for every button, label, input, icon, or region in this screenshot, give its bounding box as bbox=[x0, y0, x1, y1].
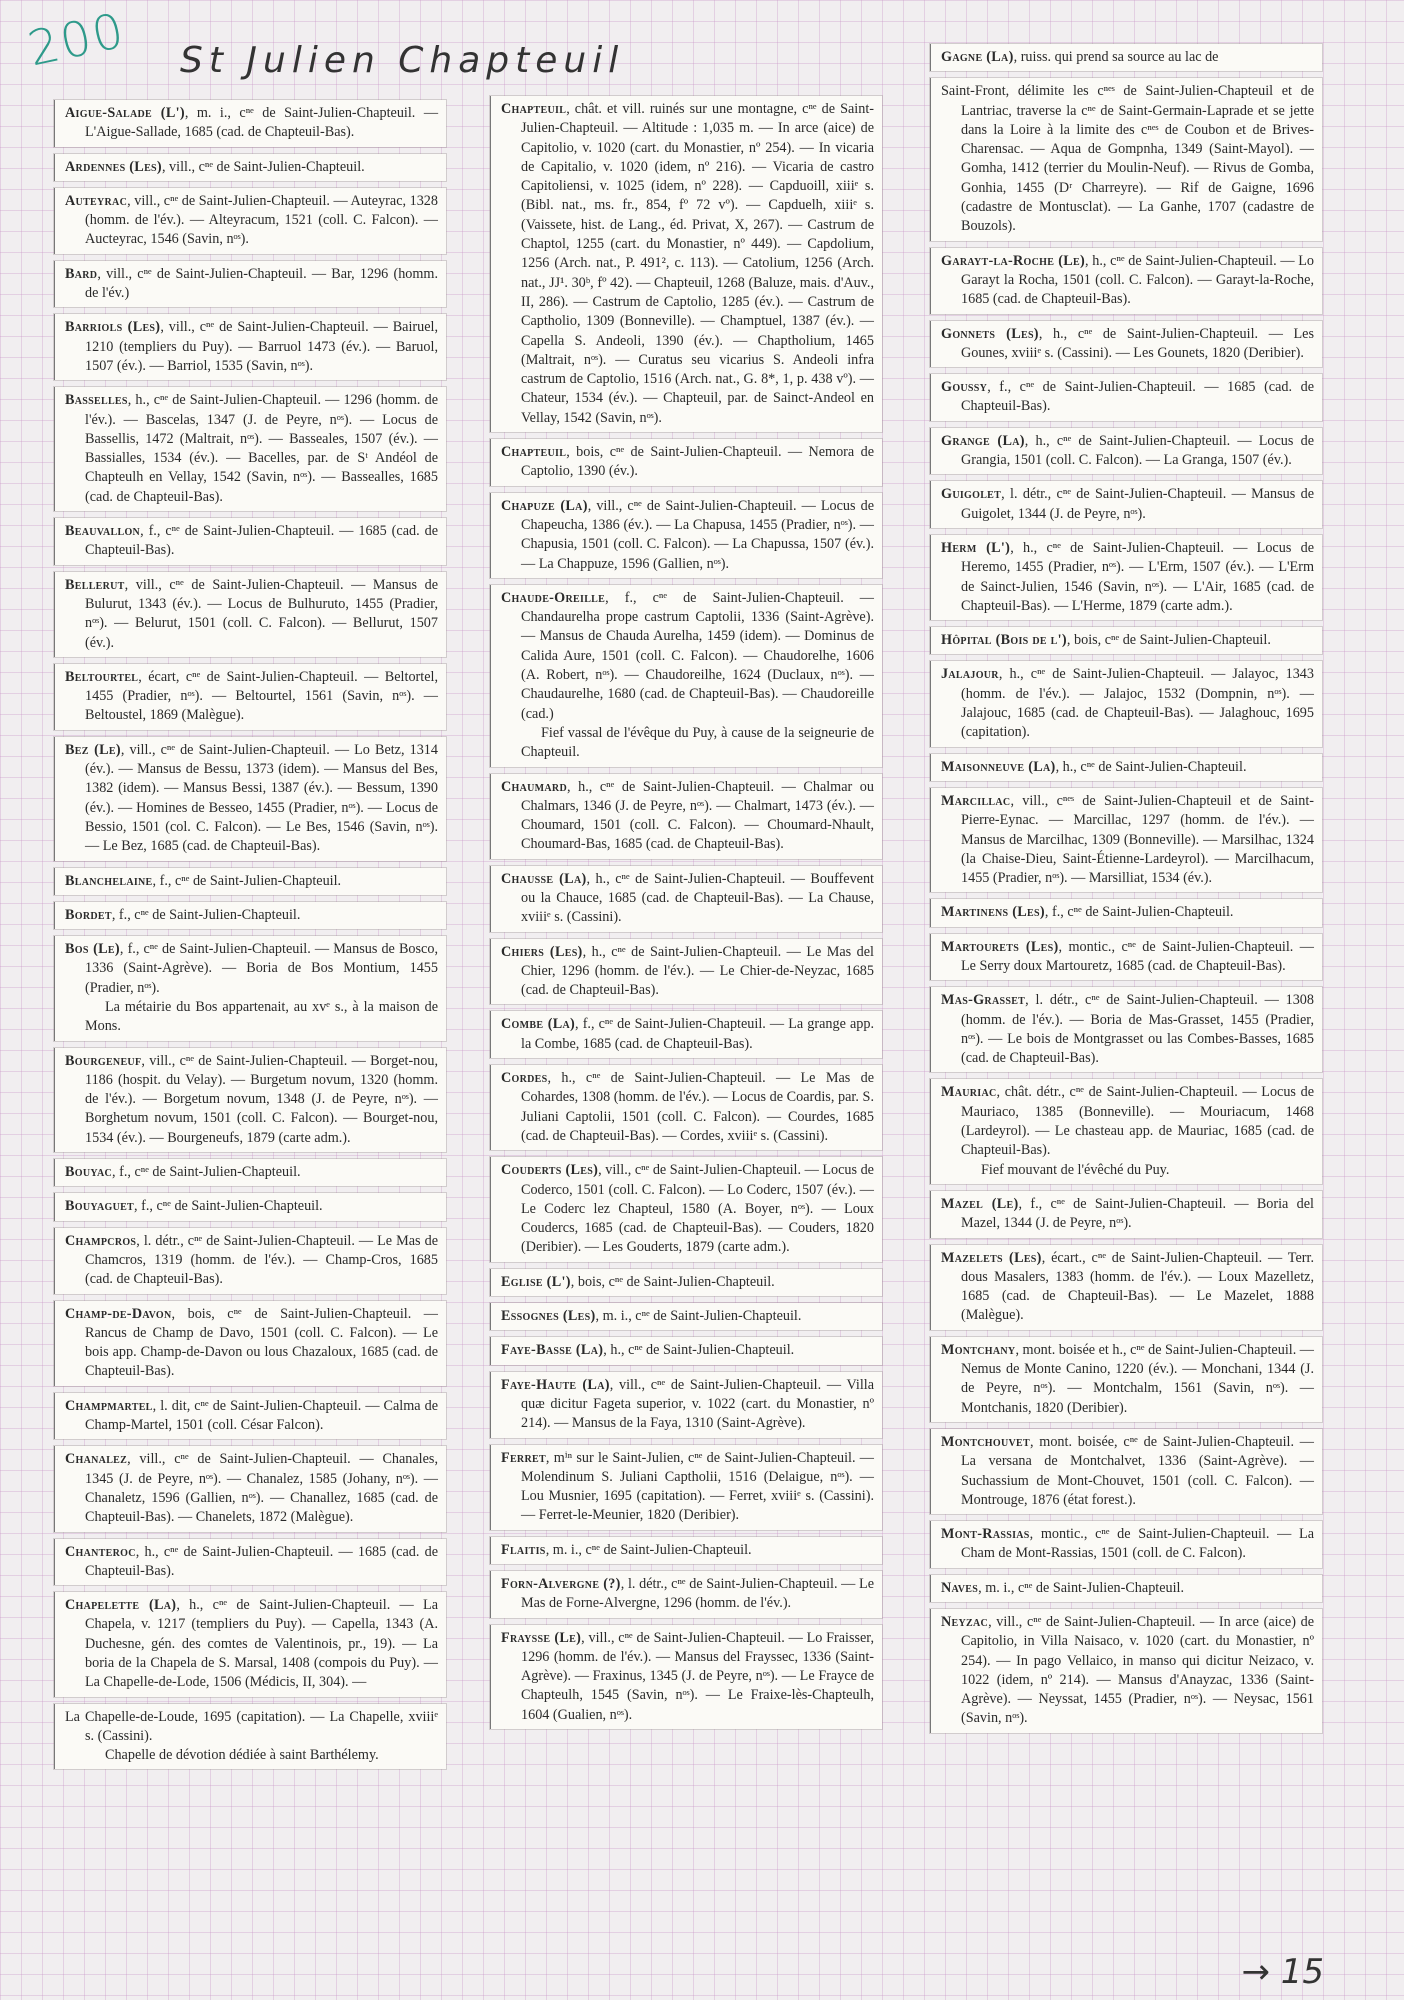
entry-text bbox=[941, 325, 1314, 364]
entry-body: , l. détr., cⁿᵉ de Saint-Julien-Chapteuil. — 1308 (homm. de l'év.). — Boria de Mas-Grasset, 1455 (Pradier, nᵒˢ). — Le bois de Montgrasset ou las Combes-Basses, 1685 (cad. de Chapteuil-Bas). bbox=[961, 992, 1314, 1067]
entry-headword: Basselles bbox=[65, 392, 128, 409]
entry-body: , h., cⁿᵉ de Saint-Julien-Chapteuil. — Le Mas de Cohardes, 1308 (homm. de l'év.). — Locus de Coardis, par. S. Juliani Captolii, 1501 (coll. C. Falcon). — Courdes, 1685 (cad. de Chapteuil-Bas). — Cordes, xviiiᵉ s. (Cassini). bbox=[521, 1070, 874, 1144]
entry-body: , vill., cⁿᵉ de Saint-Julien-Chapteuil. — Borget-nou, 1186 (hospit. du Velay). — Burgetum novum, 1320 (homm. de l'év.). — Borgetum novum, 1348 (J. de Peyre, nᵒˢ). — Borghetum novum, 1501 (coll. C. Falcon). — Bourget-nou, 1534 (év.). — Bourgeneufs, 1879 (carte adm.). bbox=[85, 1052, 438, 1146]
dictionary-entry bbox=[930, 428, 1322, 475]
entry-text bbox=[941, 82, 1314, 236]
dictionary-entry bbox=[930, 1079, 1322, 1183]
entry-headword: Chiers (Les) bbox=[501, 943, 583, 960]
entry-body: , h., cⁿᵉ de Saint-Julien-Chapteuil. — Locus de Heremo, 1455 (Pradier, nᵒˢ). — L'Erm, 1507 (év.). — L'Erm de Sainct-Julien, 1546 (Savin, nᵒˢ). — L'Air, 1685 (cad. de Chapteuil-Bas). — L'Herme, 1879 (carte adm.). bbox=[961, 539, 1314, 614]
entry-text bbox=[65, 104, 438, 143]
dictionary-entry bbox=[930, 321, 1322, 368]
dictionary-entry bbox=[930, 661, 1322, 746]
entry-headword: Faye-Haute (La) bbox=[501, 1376, 610, 1393]
dictionary-entry bbox=[490, 1625, 882, 1729]
entry-body: , f., cⁿᵉ de Saint-Julien-Chapteuil. bbox=[111, 906, 301, 923]
entry-headword: Faye-Basse (La) bbox=[501, 1342, 604, 1359]
entry-text bbox=[501, 1015, 874, 1054]
entry-text bbox=[501, 1376, 874, 1434]
dictionary-entry bbox=[490, 1303, 882, 1330]
entry-body: , vill., cⁿᵉ de Saint-Julien-Chapteuil. — Locus de Chapeucha, 1386 (év.). — La Chapusa, 1455 (Pradier, nᵒˢ). — Chapusia, 1501 (coll. C. Falcon). — La Chapussa, 1507 (év.). — La Chappuze, 1596 (Gallien, nᵒˢ). bbox=[521, 497, 874, 572]
entry-text bbox=[65, 522, 438, 561]
dictionary-entry bbox=[930, 987, 1322, 1072]
entry-text bbox=[941, 1341, 1314, 1418]
entry-text bbox=[65, 265, 438, 304]
entry-text bbox=[65, 1596, 438, 1692]
dictionary-entry bbox=[54, 902, 446, 929]
dictionary-entry bbox=[930, 535, 1322, 620]
entry-headword: Chanteroc bbox=[65, 1543, 136, 1560]
entry-body: , h., cⁿᵉ de Saint-Julien-Chapteuil. — Locus de Grangia, 1501 (coll. C. Falcon). — La Granga, 1507 (év.). bbox=[961, 432, 1314, 469]
entry-text bbox=[941, 48, 1314, 67]
entry-headword: Essognes (Les) bbox=[501, 1308, 596, 1325]
entry-headword: Flaitis bbox=[501, 1541, 546, 1558]
entry-headword: Bard bbox=[65, 265, 98, 282]
entry-body: , vill., cⁿᵉ de Saint-Julien-Chapteuil. bbox=[161, 158, 365, 175]
dictionary-entry bbox=[54, 387, 446, 511]
dictionary-entry bbox=[490, 1269, 882, 1296]
entry-body: , f., cⁿᵉ de Saint-Julien-Chapteuil. bbox=[152, 872, 342, 889]
entry-body: , écart., cⁿᵉ de Saint-Julien-Chapteuil. — Terr. dous Masalers, 1383 (homm. de l'év.). — Loux Mazelletz, 1685 (cad. de Chapteuil-Bas). — Le Mazelet, 1888 (Malègue). bbox=[961, 1249, 1314, 1324]
entry-headword: Chanalez bbox=[65, 1451, 128, 1468]
entry-body: , chât. et vill. ruinés sur une montagne, cⁿᵉ de Saint-Julien-Chapteuil. — Altitude : 1,035 m. — In arce (aice) de Capitolio, v. 1020 (cart. du Monastier, nº 254). — In vicaria de Capitalio, v. 1020 (idem, nº 216). — Vicaria de castro Capitoliensi, v. 1025 (idem, nº 228). — Capduoill, xiiiᵉ s. (Bibl. nat., ms. fr., 854, fº 72 vº). — Capduelh, xiiiᵉ s. (Vaissete, hist. de Lang., éd. Privat, X, 267). — Castrum de Chaptol, 1255 (cart. du Monastier, nº 449). — Capdolium, 1256 (Arch. nat., P. 491², c. 113). — Catolium, 1256 (Arch. nat., JJ¹. 30ᵇ, fº 42). — Chapteuil, 1268 (Baluze, mais. d'Auv., II, 286). — Castrum de Captolio, 1285 (év.). — Castrum de Captholio, 1309 (Bonneville). — Champtuel, 1387 (év.). — Capella S. Andeoli, 1390 (év.). — Chaptholium, 1465 (Maltrait, nᵒˢ). — Curatus seu vicarius S. Andeoli infra castrum de Captolio, 1516 (Arch. nat., G. 8*, 1, p. 438 vº). — Chateur, 1534 (év.). — Chapteuil, par. de Sainct-Andeol en Vellay, 1542 (Savin, nᵒˢ). bbox=[521, 101, 874, 426]
entry-headword: Montchany bbox=[941, 1341, 1016, 1358]
entry-body: , h., cⁿᵉ de Saint-Julien-Chapteuil. — La Chapela, v. 1217 (templiers du Puy). — Capella, 1343 (A. Duchesne, gén. des comtes de Valentinois, pr., 19). — La boria de la Chapela de S. Marsal, 1408 (compois du Puy). — La Chapelle-de-Lode, 1506 (Médicis, II, 304). — bbox=[85, 1597, 438, 1691]
entry-body: , f., cⁿᵉ de Saint-Julien-Chapteuil. — La grange app. la Combe, 1685 (cad. de Chapteuil-Bas). bbox=[521, 1016, 875, 1052]
entry-body: , écart, cⁿᵉ de Saint-Julien-Chapteuil. — Beltortel, 1455 (Pradier, nᵒˢ). — Beltourtel, 1561 (Savin, nᵒˢ). — Beltoustel, 1869 (Malègue). bbox=[85, 668, 438, 724]
dictionary-entry bbox=[490, 1065, 882, 1150]
column-middle bbox=[490, 96, 882, 1736]
entry-text bbox=[941, 792, 1314, 888]
entry-headword: Mauriac bbox=[941, 1084, 997, 1101]
dictionary-entry bbox=[54, 936, 446, 1040]
entry-headword: Bouyaguet bbox=[65, 1198, 135, 1215]
entry-headword: Chaumard bbox=[501, 778, 567, 795]
entry-body: , m. i., cⁿᵉ de Saint-Julien-Chapteuil. bbox=[978, 1579, 1185, 1596]
entry-headword: Martourets (Les) bbox=[941, 938, 1059, 955]
entry-text bbox=[941, 991, 1314, 1068]
entry-body: , bois, cⁿᵉ de Saint-Julien-Chapteuil. bbox=[570, 1273, 775, 1290]
entry-headword: Jalajour bbox=[941, 666, 999, 683]
entry-body: , l. détr., cⁿᵉ de Saint-Julien-Chapteuil. — Le Mas de Forne-Alvergne, 1296 (homm. de l'év.). bbox=[521, 1576, 874, 1612]
entry-text bbox=[65, 741, 438, 857]
entry-body: , l. dit, cⁿᵉ de Saint-Julien-Chapteuil. — Calma de Champ-Martel, 1501 (coll. César Falcon). bbox=[85, 1397, 438, 1434]
column-right bbox=[930, 44, 1322, 1740]
dictionary-entry bbox=[490, 1157, 882, 1261]
entry-headword: Maisonneuve (La) bbox=[941, 758, 1056, 775]
entry-headword: Garayt-la-Roche (Le) bbox=[941, 252, 1086, 269]
entry-headword: Chapteuil bbox=[501, 444, 567, 461]
entry-body: , m. i., cⁿᵉ de Saint-Julien-Chapteuil. — L'Aigue-Sallade, 1685 (cad. de Chapteuil-Bas). bbox=[85, 105, 439, 141]
entry-text bbox=[501, 1161, 874, 1257]
entry-text bbox=[501, 1575, 874, 1614]
entry-headword: Champmartel bbox=[65, 1397, 153, 1414]
entry-headword: Gonnets (Les) bbox=[941, 325, 1039, 342]
entry-headword: Mazelets (Les) bbox=[941, 1249, 1042, 1266]
entry-text bbox=[65, 1305, 438, 1382]
handwritten-page-title: St Julien Chapteuil bbox=[180, 40, 625, 81]
entry-text bbox=[65, 1708, 438, 1747]
entry-body: , h., cⁿᵉ de Saint-Julien-Chapteuil. — 1296 (homm. de l'év.). — Bascelas, 1347 (J. de Peyre, nᵒˢ). — Locus de Bassellis, 1472 (Maltrait, nᵒˢ). — Basseales, 1507 (év.). — Bassialles, 1534 (év.). — Bacelles, par. de Sᵗ Andéol de Chapteulh en Vellay, 1542 (Savin, nᵒˢ). — Bassealles, 1685 (cad. de Chapteuil-Bas). bbox=[85, 392, 438, 505]
entry-body: , vill., cⁿᵉ de Saint-Julien-Chapteuil. — Villa quæ dicitur Fageta superior, v. 1022 (cart. du Monastier, nº 214). — Mansus de la Faya, 1310 (Saint-Agrève). bbox=[521, 1376, 874, 1432]
dictionary-entry bbox=[930, 788, 1322, 892]
entry-body: , h., cⁿᵉ de Saint-Julien-Chapteuil. — Chalmar ou Chalmars, 1346 (J. de Peyre, nᵒˢ). — Chalmart, 1473 (év.). — Choumard, 1501 (coll. C. Falcon). — Choumard-Nhault, Choumard-Bas, 1685 (cad. de Chapteuil-Bas). bbox=[521, 778, 874, 853]
entry-headword: Chapelette (La) bbox=[65, 1597, 177, 1614]
entry-text bbox=[941, 432, 1314, 471]
dictionary-entry bbox=[930, 1609, 1322, 1733]
entry-text bbox=[501, 1069, 874, 1146]
dictionary-entry bbox=[54, 1193, 446, 1220]
entry-text bbox=[501, 778, 874, 855]
entry-body: , mont. boisée, cⁿᵉ de Saint-Julien-Chapteuil. — La versana de Montchalvet, 1336 (Saint-Agrève). — Suchassium de Mont-Chouvet, 1501 (coll. C. Falcon). — Montrouge, 1876 (état forest.). bbox=[961, 1433, 1314, 1508]
dictionary-entry bbox=[54, 868, 446, 895]
entry-headword: Combe (La) bbox=[501, 1016, 576, 1033]
entry-body: , h., cⁿᵉ de Saint-Julien-Chapteuil. bbox=[603, 1342, 795, 1359]
entry-body: Saint-Front, délimite les cⁿᵉˢ de Saint-Julien-Chapteuil et de Lantriac, traverse la cⁿᵉ de Saint-Germain-Laprade et se jette dans la Loire à la limite des cⁿᵉˢ de Coubon et de Brives-Charensac. — Aqua de Gompnha, 1349 (Saint-Mayol). — Gomha, 1412 (terrier du Moulin-Neuf). — Rivus de Gomba, Gonhia, 1455 (Dʳ Charreyre). — Rif de Gaigne, 1696 (cadastre de Montusclat). — La Ganhe, 1707 (cadastre de Bouzols). bbox=[941, 83, 1314, 235]
entry-headword: Herm (L') bbox=[941, 539, 1011, 556]
entry-headword: Grange (La) bbox=[941, 432, 1025, 449]
entry-note: Chapelle de dévotion dédiée à saint Barthélemy. bbox=[105, 1747, 379, 1764]
entry-body: , f., cⁿᵉ de Saint-Julien-Chapteuil. — 1685 (cad. de Chapteuil-Bas). bbox=[961, 379, 1314, 415]
entry-body: , vill., cⁿᵉˢ de Saint-Julien-Chapteuil et de Saint-Pierre-Eynac. — Marcillac, 1297 (homm. de l'év.). — Mansus de Marcilhac, 1309 (Bonneville). — Marsilhac, 1324 (la Chaise-Dieu, Saint-Étienne-Lardeyrol). — Marcilhacum, 1455 (Pradier, nᵒˢ). — Marsilliat, 1534 (év.). bbox=[961, 792, 1314, 887]
entry-headword: Couderts (Les) bbox=[501, 1162, 599, 1179]
entry-body: , bois, cⁿᵉ de Saint-Julien-Chapteuil. bbox=[1066, 632, 1271, 649]
entry-body: , h., cⁿᵉ de Saint-Julien-Chapteuil. — Les Gounes, xviiiᵉ s. (Cassini). — Les Gounets, 1820 (Deribier). bbox=[961, 325, 1314, 361]
dictionary-entry bbox=[930, 754, 1322, 781]
entry-text bbox=[501, 1341, 874, 1360]
dictionary-entry bbox=[930, 1521, 1322, 1568]
entry-headword: Chapuze (La) bbox=[501, 497, 588, 514]
entry-headword: Bez (Le) bbox=[65, 741, 121, 758]
entry-body: , chât. détr., cⁿᵉ de Saint-Julien-Chapteuil. — Locus de Mauriaco, 1385 (Bonneville). — Mouriacum, 1468 (Lardeyrol). — Le chasteau app. de Mauriac, 1685 (cad. de Chapteuil-Bas). bbox=[961, 1084, 1314, 1159]
dictionary-entry bbox=[930, 627, 1322, 654]
entry-headword: Chaude-Oreille bbox=[501, 589, 606, 606]
entry-headword: Barriols (Les) bbox=[65, 319, 161, 336]
dictionary-entry bbox=[54, 154, 446, 181]
entry-text bbox=[65, 1232, 438, 1290]
entry-text bbox=[941, 903, 1314, 922]
entry-headword: Mazel (Le) bbox=[941, 1195, 1019, 1212]
entry-headword: Beltourtel bbox=[65, 668, 139, 685]
entry-headword: Fraysse (Le) bbox=[501, 1629, 582, 1646]
entry-text bbox=[65, 1197, 438, 1216]
entry-body: , vill., cⁿᵉ de Saint-Julien-Chapteuil. — Lo Betz, 1314 (év.). — Mansus de Bessu, 1373 (idem). — Mansus del Bes, 1382 (idem). — Mansus Bessi, 1387 (év.). — Bessum, 1390 (év.). — Homines de Besseo, 1455 (Pradier, nᵒˢ). — Locus de Bessio, 1501 (col. C. Falcon). — Le Bes, 1546 (Savin, nᵒˢ). — Le Bez, 1685 (cad. de Chapteuil-Bas). bbox=[85, 741, 438, 855]
entry-body: , vill., cⁿᵉ de Saint-Julien-Chapteuil. — Auteyrac, 1328 (homm. de l'év.). — Alteyracum, 1521 (coll. C. Falcon). — Aucteyrac, 1546 (Savin, nᵒˢ). bbox=[85, 192, 438, 248]
dictionary-entry bbox=[930, 1191, 1322, 1238]
entry-body: , mⁱⁿ sur le Saint-Julien, cⁿᵉ de Saint-Julien-Chapteuil. — Molendinum S. Juliani Captholii, 1516 (Delaigue, nᵒˢ). — Lou Musnier, 1695 (capitation). — Ferret, xviiiᵉ s. (Cassini). — Ferret-le-Meunier, 1820 (Deribier). bbox=[521, 1449, 874, 1524]
entry-text bbox=[65, 668, 438, 726]
entry-text bbox=[941, 665, 1314, 742]
dictionary-entry bbox=[54, 1393, 446, 1440]
entry-body: , f., cⁿᵉ de Saint-Julien-Chapteuil. — 1685 (cad. de Chapteuil-Bas). bbox=[85, 523, 438, 559]
dictionary-entry bbox=[490, 774, 882, 859]
entry-headword: Forn-Alvergne (?) bbox=[501, 1576, 621, 1592]
entry-text bbox=[501, 1629, 874, 1725]
dictionary-entry bbox=[930, 899, 1322, 926]
dictionary-entry bbox=[930, 44, 1322, 71]
entry-text bbox=[941, 938, 1314, 977]
entry-body: , bois, cⁿᵉ de Saint-Julien-Chapteuil. — Nemora de Captolio, 1390 (év.). bbox=[521, 444, 874, 480]
entry-body: , f., cⁿᵉ de Saint-Julien-Chapteuil. bbox=[112, 1164, 301, 1181]
entry-body: , l. détr., cⁿᵉ de Saint-Julien-Chapteuil. — Le Mas de Chamcros, 1319 (homm. de l'év.). — Champ-Cros, 1685 (cad. de Chapteuil-Bas). bbox=[85, 1232, 438, 1288]
entry-body: , vill., cⁿᵉ de Saint-Julien-Chapteuil. — Bar, 1296 (homm. de l'év.) bbox=[85, 265, 438, 302]
entry-body: , h., cⁿᵉ de Saint-Julien-Chapteuil. — 1685 (cad. de Chapteuil-Bas). bbox=[85, 1543, 438, 1579]
entry-text bbox=[501, 443, 874, 482]
entry-text bbox=[65, 318, 438, 376]
entry-headword: Hôpital (Bois de l') bbox=[941, 632, 1067, 649]
entry-body: , mont. boisée et h., cⁿᵉ de Saint-Julien-Chapteuil. — Nemus de Monte Canino, 1220 (év.). — Monchani, 1344 (J. de Peyre, nᵒˢ). — Montchalm, 1561 (Savin, nᵒˢ). — Montchanis, 1820 (Deribier). bbox=[961, 1341, 1314, 1416]
entry-text bbox=[65, 1052, 438, 1148]
entry-headword: Gagne (La) bbox=[941, 49, 1014, 65]
entry-headword: Beauvallon bbox=[65, 523, 141, 540]
dictionary-entry bbox=[930, 1575, 1322, 1602]
entry-body: , vill., cⁿᵉ de Saint-Julien-Chapteuil. — In arce (aice) de Capitolio, in Villa Naisaco, v. 1020 (cart. du Monastier, nº 254). — In pago Vellaico, in manso qui dicitur Neizaco, v. 1022 (idem, nº 214). — Mansus d'Anayzac, 1336 (Saint-Agrève). — Neyssat, 1455 (Pradier, nᵒˢ). — Neysac, 1561 (Savin, nᵒˢ). bbox=[961, 1614, 1314, 1727]
entry-body: , h., cⁿᵉ de Saint-Julien-Chapteuil. — Bouffevent ou la Chauce, 1685 (cad. de Chapteuil-Bas). — La Chause, xviiiᵉ s. (Cassini). bbox=[521, 870, 874, 926]
entry-text bbox=[65, 1397, 438, 1436]
entry-text bbox=[941, 539, 1314, 616]
dictionary-entry bbox=[54, 188, 446, 254]
entry-headword: Ardennes (Les) bbox=[65, 158, 162, 175]
entry-body: , vill., cⁿᵉ de Saint-Julien-Chapteuil. — Lo Fraisser, 1296 (homm. de l'év.). — Mansus del Frayssec, 1336 (Saint-Agrève). — Fraxinus, 1345 (J. de Peyre, nᵒˢ). — Le Frayce de Chapteulh, 1545 (Savin, nᵒˢ). — Le Fraixe-lès-Chapteulh, 1604 (Gualien, nᵒˢ). bbox=[521, 1629, 874, 1723]
dictionary-entry bbox=[54, 664, 446, 730]
entry-headword: Bourgeneuf bbox=[65, 1052, 142, 1069]
entry-headword: Eglise (L') bbox=[501, 1273, 571, 1290]
entry-body: , vill., cⁿᵉ de Saint-Julien-Chapteuil. — Locus de Coderco, 1501 (coll. C. Falcon). — Lo Coderc, 1507 (év.). — Le Coderc lez Chapteul, 1580 (A. Boyer, nᵒˢ). — Loux Couderсs, 1685 (cad. de Chapteuil-Bas). — Couders, 1820 (Deribier). — Les Gouderts, 1879 (carte adm.). bbox=[521, 1162, 874, 1256]
entry-body: , l. détr., cⁿᵉ de Saint-Julien-Chapteuil. — Mansus de Guigolet, 1344 (J. de Peyre, nᵒˢ). bbox=[961, 486, 1314, 522]
entry-note: La métairie du Bos appartenait, au xvᵉ s., à la maison de Mons. bbox=[85, 998, 438, 1035]
entry-text bbox=[941, 1525, 1314, 1564]
dictionary-entry bbox=[54, 518, 446, 565]
entry-text bbox=[941, 758, 1314, 777]
dictionary-entry bbox=[490, 585, 882, 767]
dictionary-entry bbox=[930, 481, 1322, 528]
entry-body: La Chapelle-de-Loude, 1695 (capitation). — La Chapelle, xviiiᵉ s. (Cassini). bbox=[65, 1708, 438, 1744]
entry-text bbox=[941, 1083, 1314, 1160]
entry-text bbox=[65, 872, 438, 891]
entry-headword: Cordes bbox=[501, 1070, 548, 1087]
entry-body: , m. i., cⁿᵉ de Saint-Julien-Chapteuil. bbox=[595, 1308, 802, 1325]
entry-text bbox=[501, 100, 874, 428]
dictionary-entry bbox=[54, 314, 446, 380]
dictionary-entry bbox=[490, 1337, 882, 1364]
entry-body: , f., cⁿᵉ de Saint-Julien-Chapteuil. bbox=[134, 1198, 323, 1215]
entry-headword: Neyzac bbox=[941, 1614, 989, 1630]
entry-text bbox=[941, 631, 1314, 650]
dictionary-entry bbox=[54, 737, 446, 861]
dictionary-entry bbox=[490, 1445, 882, 1530]
dictionary-entry bbox=[54, 261, 446, 308]
entry-body: , m. i., cⁿᵉ de Saint-Julien-Chapteuil. bbox=[545, 1541, 752, 1558]
dictionary-entry bbox=[54, 1159, 446, 1186]
dictionary-entry bbox=[54, 1539, 446, 1586]
entry-headword: Auteyrac bbox=[65, 192, 128, 209]
dictionary-entry bbox=[54, 1592, 446, 1696]
dictionary-entry bbox=[54, 100, 446, 147]
entry-text bbox=[941, 485, 1314, 524]
entry-headword: Mont-Rassias bbox=[941, 1526, 1030, 1543]
dictionary-entry bbox=[490, 96, 882, 432]
dictionary-entry bbox=[54, 1704, 446, 1770]
entry-body: , h., cⁿᵉ de Saint-Julien-Chapteuil. bbox=[1055, 758, 1247, 775]
entry-headword: Champcros bbox=[65, 1232, 137, 1249]
entry-text bbox=[941, 1249, 1314, 1326]
dictionary-entry bbox=[490, 1372, 882, 1438]
entry-text bbox=[501, 870, 874, 928]
entry-body: , f., cⁿᵉ de Saint-Julien-Chapteuil. — Chandaurelha prope castrum Captolii, 1336 (Saint-Agrève). — Mansus de Chauda Aurelha, 1459 (idem). — Dominus de Calida Aure, 1501 (coll. C. Falcon). — Chaudorelhe, 1606 (A. Robert, nᵒˢ). — Chaudoreilhe, 1624 (Duclaux, nᵒˢ). — Chaudaurelhe, 1680 (cad. de Chapteuil-Bas). — Chaudoreille (cad.) bbox=[521, 589, 874, 722]
dictionary-entry bbox=[930, 374, 1322, 421]
dictionary-entry bbox=[490, 1537, 882, 1564]
entry-headword: Mas-Grasset bbox=[941, 992, 1026, 1009]
dictionary-entry bbox=[54, 572, 446, 657]
entry-headword: Chapteuil bbox=[501, 101, 567, 117]
dictionary-entry bbox=[490, 1011, 882, 1058]
entry-text bbox=[65, 158, 438, 177]
entry-body: , vill., cⁿᵉ de Saint-Julien-Chapteuil. — Chanales, 1345 (J. de Peyre, nᵒˢ). — Chanalez, 1585 (Johany, nᵒˢ). — Chanaletz, 1596 (Gallien, nᵒˢ). — Chanallez, 1685 (cad. de Chapteuil-Bas). — Chanelets, 1872 (Malègue). bbox=[85, 1451, 438, 1526]
dictionary-entry bbox=[54, 1228, 446, 1294]
entry-body: , f., cⁿᵉ de Saint-Julien-Chapteuil. bbox=[1044, 904, 1234, 921]
handwritten-page-number: → 15 bbox=[1241, 1952, 1324, 1992]
entry-text bbox=[941, 378, 1314, 417]
entry-headword: Guigolet bbox=[941, 486, 1002, 503]
dictionary-entry bbox=[930, 934, 1322, 981]
dictionary-entry bbox=[930, 1429, 1322, 1514]
column-left bbox=[54, 100, 446, 1776]
entry-text bbox=[501, 1273, 874, 1292]
entry-body: , ruiss. qui prend sa source au lac de bbox=[1013, 49, 1219, 65]
dictionary-entry bbox=[54, 1301, 446, 1386]
dictionary-entry bbox=[930, 78, 1322, 240]
entry-text bbox=[941, 1195, 1314, 1234]
dictionary-entry bbox=[490, 1571, 882, 1618]
entry-body: , h., cⁿᵉ de Saint-Julien-Chapteuil. — Jalayoc, 1343 (homm. de l'év.). — Jalajoc, 1532 (Dompnin, nᵒˢ). — Jalajouc, 1685 (cad. de Chapteuil-Bas). — Jalaghouc, 1695 (capitation). bbox=[961, 666, 1314, 741]
entry-headword: Bordet bbox=[65, 906, 112, 923]
entry-text bbox=[65, 940, 438, 998]
entry-headword: Bellerut bbox=[65, 576, 125, 593]
entry-body: , vill., cⁿᵉ de Saint-Julien-Chapteuil. — Mansus de Bulurut, 1343 (év.). — Locus de Bulhuruto, 1455 (Pradier, nᵒˢ). — Belurut, 1501 (coll. C. Falcon). — Bellurut, 1507 (év.). bbox=[85, 576, 438, 651]
entry-headword: Ferret bbox=[501, 1449, 546, 1466]
entry-text bbox=[501, 1541, 874, 1560]
dictionary-entry bbox=[490, 939, 882, 1005]
entry-text bbox=[65, 1450, 438, 1527]
dictionary-entry bbox=[490, 439, 882, 486]
dictionary-entry bbox=[490, 866, 882, 932]
entry-body: , vill., cⁿᵉ de Saint-Julien-Chapteuil. — Bairuel, 1210 (templiers du Puy). — Barruol 1473 (év.). — Baruol, 1507 (év.). — Barriol, 1535 (Savin, nᵒˢ). bbox=[85, 319, 438, 374]
entry-headword: Marcillac bbox=[941, 792, 1011, 809]
entry-body: , montic., cⁿᵉ de Saint-Julien-Chapteuil. — Le Serry doux Martouretz, 1685 (cad. de Chapteuil-Bas). bbox=[961, 938, 1314, 974]
dictionary-entry bbox=[490, 493, 882, 578]
dictionary-entry bbox=[930, 248, 1322, 314]
entry-headword: Naves bbox=[941, 1579, 979, 1596]
entry-note: Fief vassal de l'évêque du Puy, à cause de la seigneurie de Chapteuil. bbox=[521, 724, 874, 761]
dictionary-entry bbox=[930, 1245, 1322, 1330]
entry-headword: Chausse (La) bbox=[501, 870, 587, 887]
entry-text bbox=[65, 906, 438, 925]
entry-text bbox=[65, 391, 438, 507]
handwritten-folio-number: 200 bbox=[23, 2, 131, 78]
entry-headword: Champ-de-Davon bbox=[65, 1305, 172, 1322]
entry-body: , montic., cⁿᵉ de Saint-Julien-Chapteuil. — La Cham de Mont-Rassias, 1501 (coll. de C. Falcon). bbox=[961, 1526, 1314, 1562]
entry-text bbox=[65, 1543, 438, 1582]
dictionary-entry bbox=[54, 1446, 446, 1531]
entry-text bbox=[65, 192, 438, 250]
entry-headword: Blanchelaine bbox=[65, 872, 153, 889]
entry-headword: Goussy bbox=[941, 379, 988, 396]
entry-note: Fief mouvant de l'évêché du Puy. bbox=[981, 1161, 1170, 1178]
entry-text bbox=[501, 1449, 874, 1526]
entry-headword: Montchouvet bbox=[941, 1433, 1030, 1450]
entry-text bbox=[65, 1163, 438, 1182]
entry-text bbox=[941, 252, 1314, 310]
entry-headword: Bouyac bbox=[65, 1164, 113, 1181]
dictionary-entry bbox=[930, 1337, 1322, 1422]
entry-body: , h., cⁿᵉ de Saint-Julien-Chapteuil. — Lo Garayt la Rocha, 1501 (coll. C. Falcon). — Garayt-la-Roche, 1685 (cad. de Chapteuil-Bas). bbox=[961, 252, 1314, 308]
entry-text bbox=[941, 1613, 1314, 1729]
entry-headword: Bos (Le) bbox=[65, 941, 120, 958]
entry-headword: Martinens (Les) bbox=[941, 904, 1045, 921]
entry-text bbox=[501, 943, 874, 1001]
entry-body: , f., cⁿᵉ de Saint-Julien-Chapteuil. — Boria del Mazel, 1344 (J. de Peyre, nᵒˢ). bbox=[961, 1195, 1314, 1232]
entry-body: , f., cⁿᵉ de Saint-Julien-Chapteuil. — Mansus de Bosco, 1336 (Saint-Agrève). — Boria de Bos Montium, 1455 (Pradier, nᵒˢ). bbox=[85, 941, 438, 996]
entry-body: , bois, cⁿᵉ de Saint-Julien-Chapteuil. — Rancus de Champ de Davo, 1501 (coll. C. Falcon). — Le bois app. Champ-de-Davon ou lous Chazaloux, 1685 (cad. de Chapteuil-Bas). bbox=[85, 1305, 438, 1380]
entry-headword: Aigue-Salade (L') bbox=[65, 105, 185, 121]
entry-text bbox=[501, 589, 874, 724]
dictionary-entry bbox=[54, 1048, 446, 1152]
entry-text bbox=[501, 1307, 874, 1326]
entry-text bbox=[501, 497, 874, 574]
entry-text bbox=[941, 1579, 1314, 1598]
entry-text bbox=[941, 1433, 1314, 1510]
entry-text bbox=[65, 576, 438, 653]
entry-body: , h., cⁿᵉ de Saint-Julien-Chapteuil. — Le Mas del Chier, 1296 (homm. de l'év.). — Le Chier-de-Neyzac, 1685 (cad. de Chapteuil-Bas). bbox=[521, 943, 874, 999]
